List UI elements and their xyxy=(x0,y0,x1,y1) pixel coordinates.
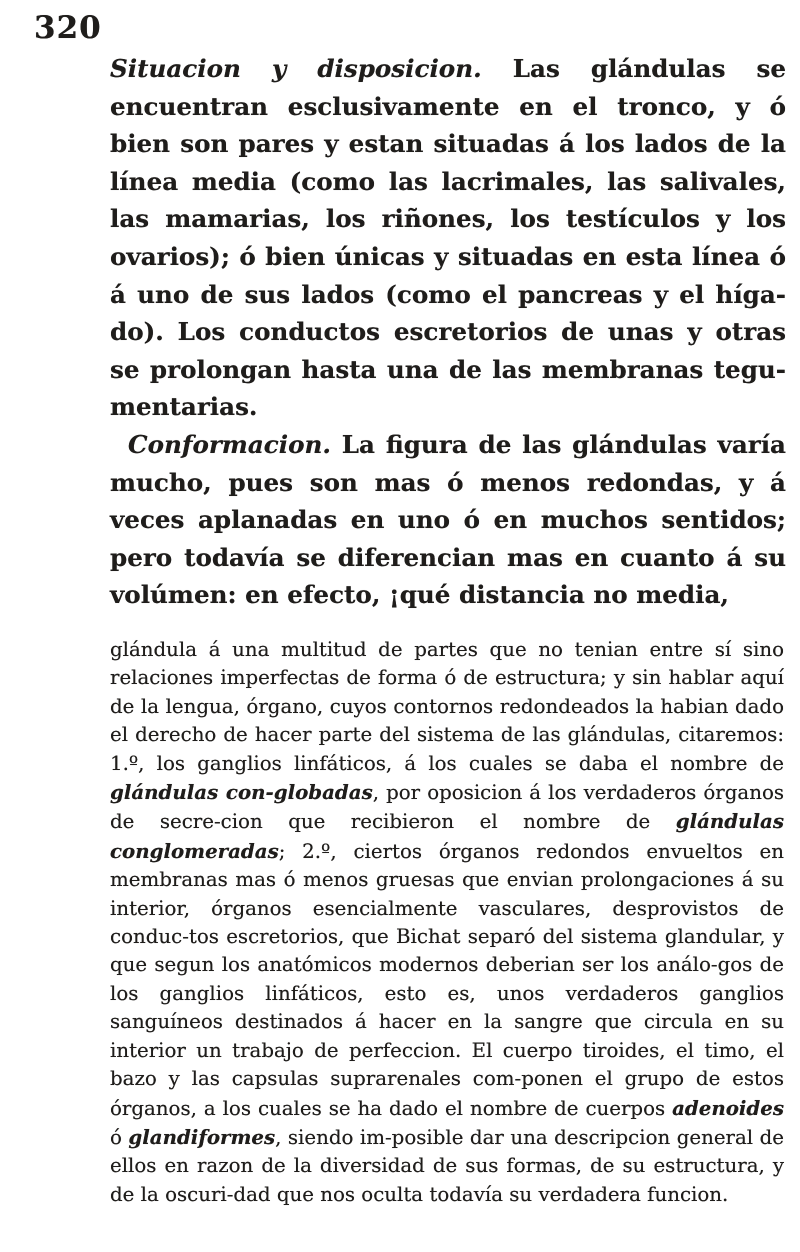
paragraph-conformacion-body: La figura de las glándulas varía mucho, pues son mas ó menos redondas, y á veces aplanadas en uno ó en muchos sentidos; pero todavía se diferencian mas en cuanto á su volúmen: en efecto, ¡qué distancia no media, xyxy=(110,429,786,610)
footnote-text-2: , por oposicion á los verdaderos órganos de secre-cion que recibieron el nombre de xyxy=(110,781,784,834)
footnote-text-1: glándula á una multitud de partes que no tenian entre sí sino relaciones imperfectas de forma ó de estructura; y sin hablar aquí de la lengua, órgano, cuyos contornos redondeados la habian dado el derecho de hacer parte del sistema de las glándulas, citaremos: 1.º, los ganglios linfáticos, á los cuales se daba el nombre de xyxy=(110,638,784,775)
paragraph-situacion-body: Las glándulas se encuentran esclusivamente en el tronco, y ó bien son pares y estan situadas á los lados de la línea media (como las lacrimales, las salivales, las mamarias, los riñones, los testículos y los ovarios); ó bien únicas y situadas en esta línea ó á uno de sus lados (como el pancreas y el híga-do). Los conductos escretorios de unas y otras se prolongan hasta una de las membranas tegu-mentarias. xyxy=(110,54,786,422)
footnote-paragraph xyxy=(110,636,784,1209)
footnote-text-3: ; 2.º, ciertos órganos redondos envueltos en membranas mas ó menos gruesas que envian prolongaciones á su interior, órganos esencialmente vasculares, desprovistos de conduc-tos escretorios, que Bichat separó del sistema glandular, y que segun los anatómicos modernos deberian ser los análo-gos de los ganglios linfáticos, esto es, unos verdaderos ganglios sanguíneos destinados á hacer en la sangre que circula en su interior un trabajo de perfeccion. El cuerpo tiroides, el timo, el bazo y las capsulas suprarenales com-ponen el grupo de estos órganos, a los cuales se ha dado el nombre de cuerpos xyxy=(110,839,784,1120)
main-text-block xyxy=(110,50,786,614)
page-number: 320 xyxy=(34,10,102,46)
footnote-term-conglomeradas: glándulas conglomeradas xyxy=(110,809,784,863)
footnote-block xyxy=(110,636,784,1209)
paragraph-conformacion xyxy=(110,426,786,614)
footnote-text-4: ó xyxy=(110,1125,129,1149)
footnote-text-5: , siendo im-posible dar una descripcion general de ellos en razon de la diversidad de sus formas, de su estructura, y de la oscuri-dad que nos oculta todavía su verdadera funcion. xyxy=(110,1125,784,1206)
footnote-term-glandiformes: glandiformes xyxy=(128,1124,276,1149)
footnote-term-conglobadas: glándulas con-globadas xyxy=(110,780,373,805)
footnote-term-adenoides: adenoides xyxy=(672,1095,784,1120)
section-lead-situacion: Situacion y disposicion. xyxy=(110,54,482,83)
section-lead-conformacion: Conformacion. xyxy=(128,429,331,459)
paragraph-situacion xyxy=(110,50,786,426)
